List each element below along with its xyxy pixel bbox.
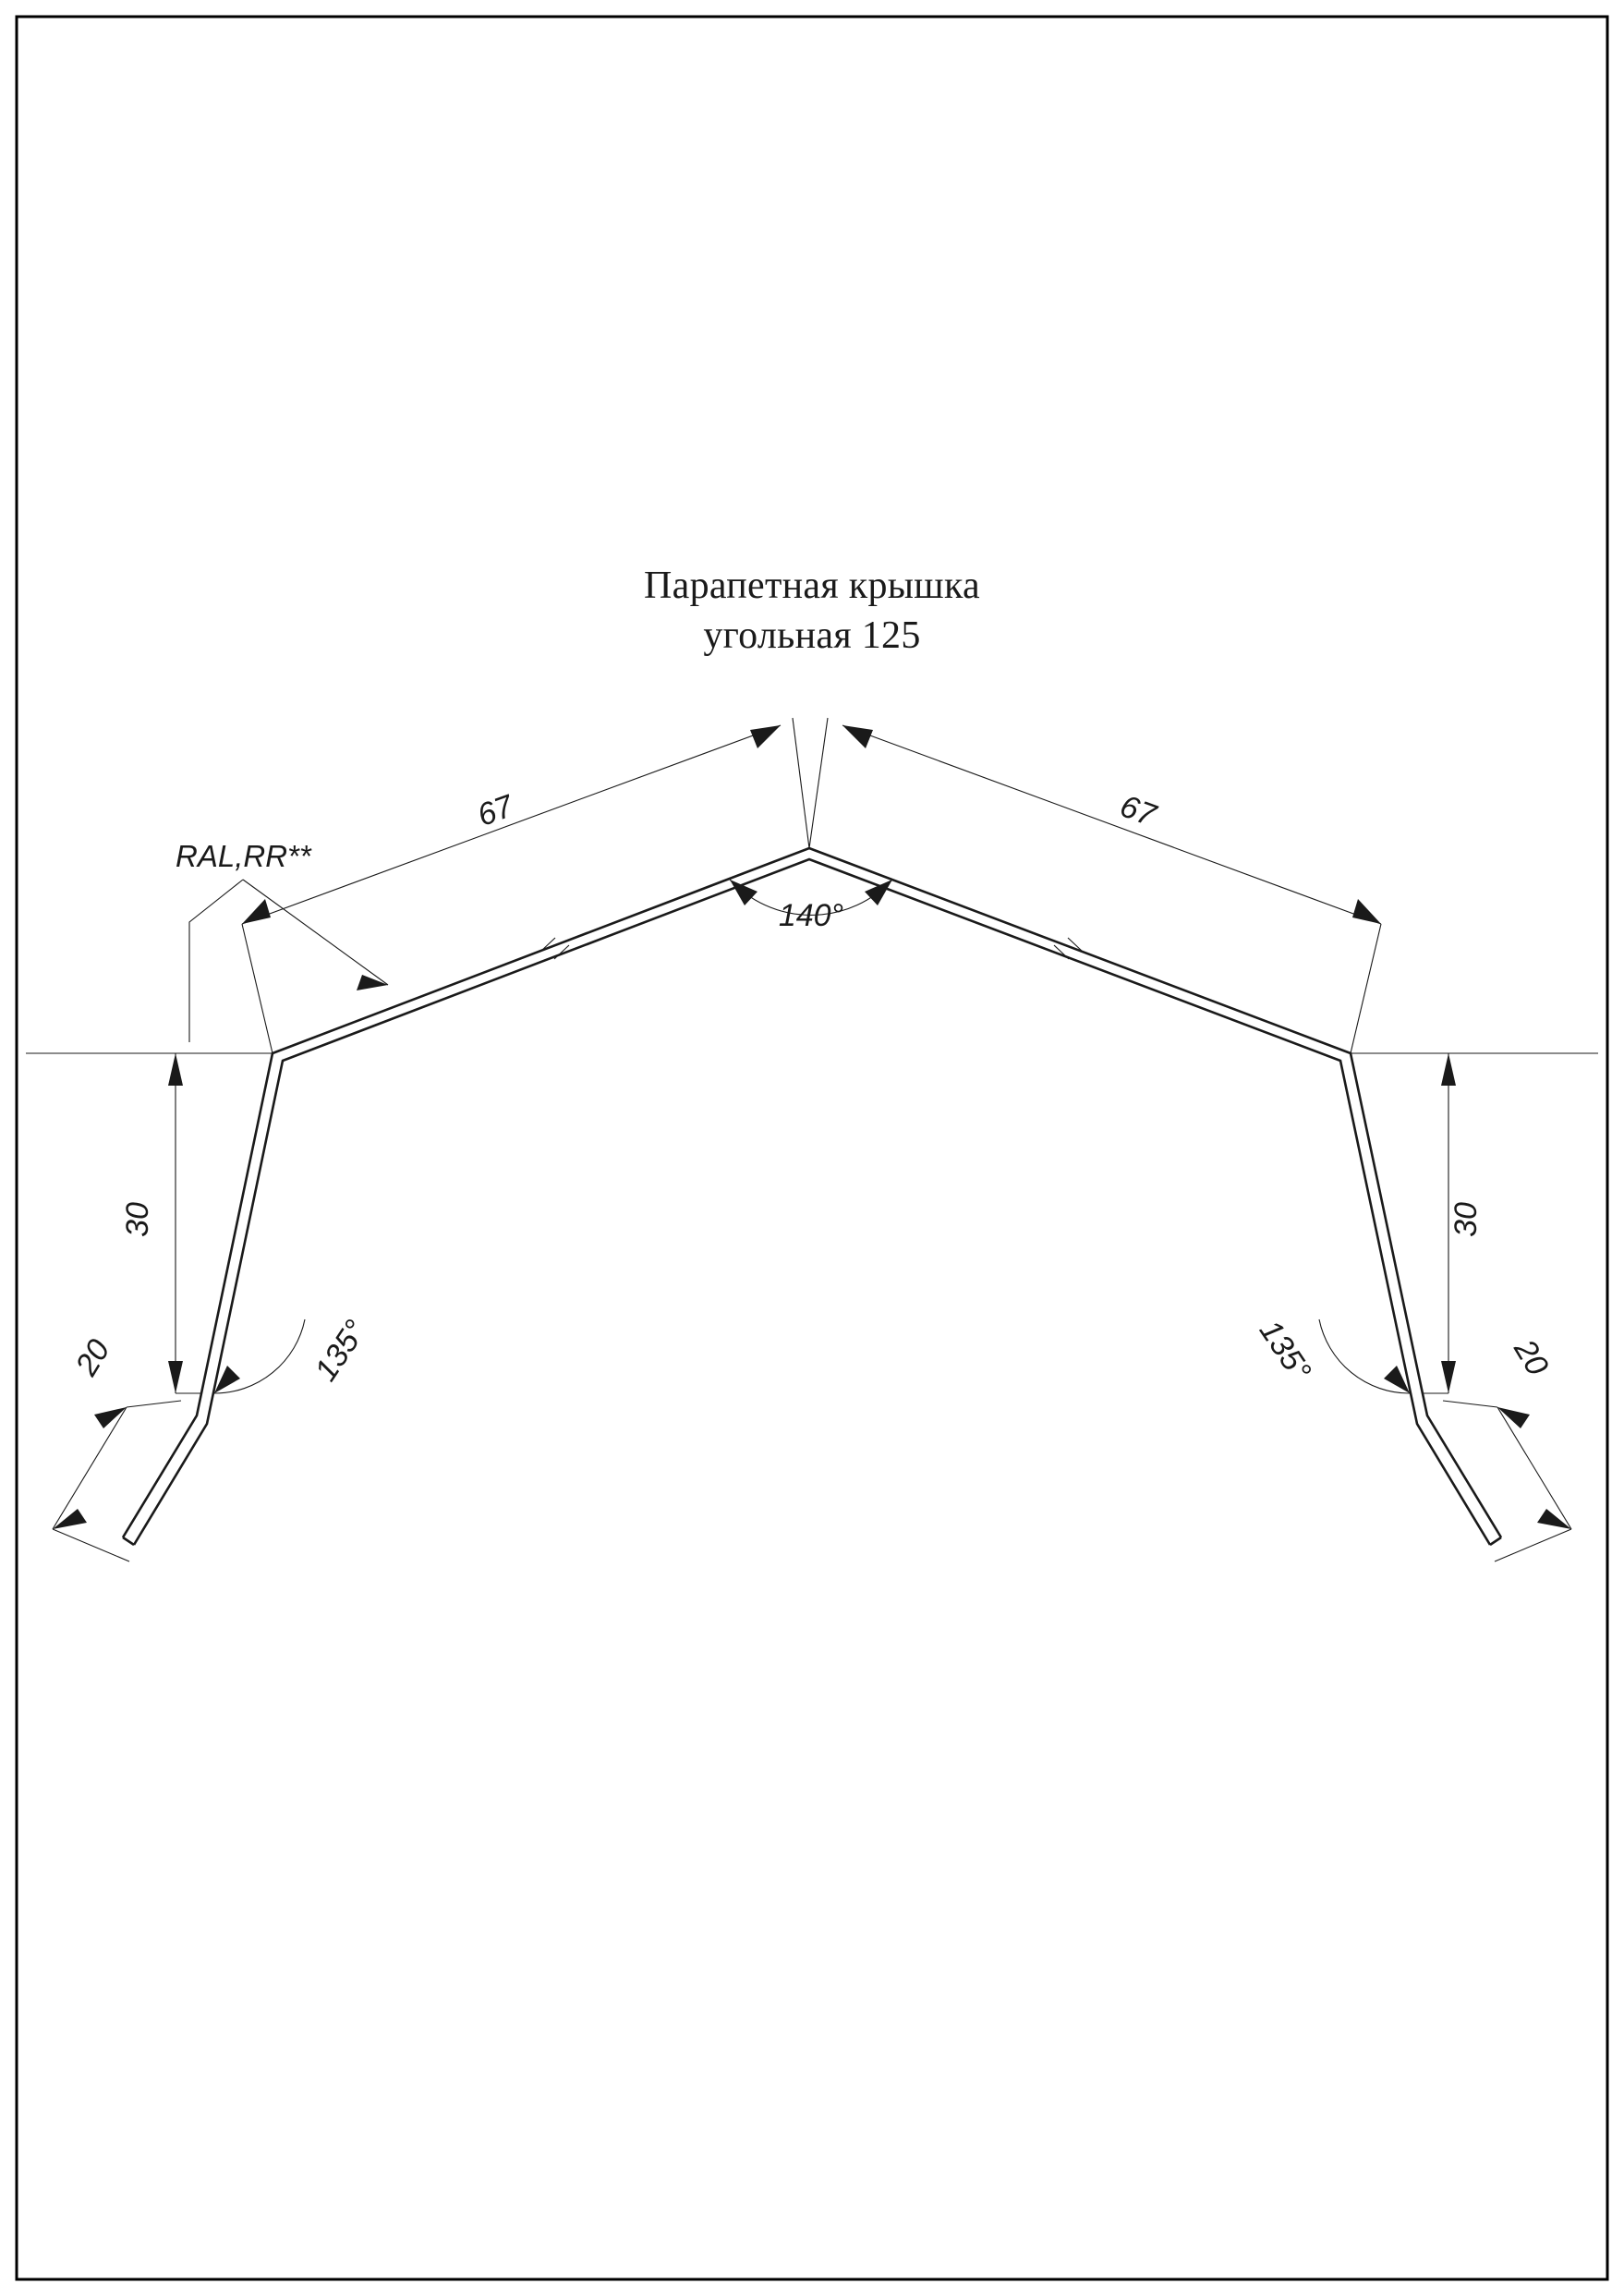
coating-label: RAL,RR** bbox=[176, 839, 311, 873]
profile-outer-line bbox=[123, 848, 1501, 1537]
dim-left-vertical-label: 30 bbox=[120, 1202, 155, 1237]
right-20-dimension-line bbox=[1497, 1407, 1571, 1529]
drawing-title bbox=[0, 562, 1624, 662]
dim-left-drip-label: 20 bbox=[68, 1333, 117, 1382]
dim-top-right-label: 67 bbox=[1115, 788, 1161, 833]
dim-right-drip-label: 20 bbox=[1507, 1333, 1556, 1382]
left-67-dimension-line bbox=[242, 725, 781, 924]
left-67-arrow-inner bbox=[242, 899, 271, 924]
right-end-cap bbox=[1490, 1537, 1501, 1545]
coating-leader-line bbox=[243, 880, 388, 985]
angle-left-label: 135° bbox=[308, 1314, 374, 1388]
right-30-arrow-top bbox=[1441, 1053, 1456, 1086]
drawing-title-line2: угольная 125 bbox=[703, 613, 921, 657]
dim-top-left-label: 67 bbox=[472, 788, 518, 833]
right-30-arrow-bottom bbox=[1441, 1361, 1456, 1393]
right-20-arrow-top bbox=[1497, 1407, 1530, 1428]
right-67-dimension-line bbox=[842, 725, 1381, 924]
right-20-arrow-bottom bbox=[1537, 1509, 1571, 1529]
dim-right-vertical-label: 30 bbox=[1448, 1202, 1484, 1237]
drawing-title-line1: Парапетная крышка bbox=[644, 565, 980, 607]
left-20-dimension-line bbox=[53, 1407, 127, 1529]
sheet-border bbox=[17, 17, 1607, 2279]
right-20-ext-top bbox=[1443, 1401, 1497, 1407]
angle-right-label: 135° bbox=[1252, 1314, 1318, 1388]
left-bend-extension-up bbox=[242, 924, 273, 1053]
left-20-arrow-bottom bbox=[53, 1509, 87, 1529]
left-fold-tick-1 bbox=[540, 938, 555, 952]
left-20-ext-bottom bbox=[53, 1529, 129, 1561]
left-20-ext-top bbox=[127, 1401, 181, 1407]
coating-leader-arrow bbox=[357, 975, 388, 990]
apex-extension-up-right bbox=[809, 718, 828, 848]
right-bend-extension-up bbox=[1351, 924, 1381, 1053]
right-67-arrow-inner bbox=[1352, 899, 1381, 924]
angle-apex-label: 140° bbox=[778, 898, 844, 933]
profile-inner-line bbox=[134, 859, 1490, 1545]
right-67-arrow-outer bbox=[842, 725, 873, 748]
apex-angle-arrow-right bbox=[865, 880, 892, 905]
left-30-arrow-top bbox=[168, 1053, 183, 1086]
coating-leader-bracket bbox=[189, 880, 243, 1042]
left-30-arrow-bottom bbox=[168, 1361, 183, 1393]
left-end-cap bbox=[123, 1537, 134, 1545]
apex-extension-up-left bbox=[793, 718, 809, 848]
right-20-ext-bottom bbox=[1495, 1529, 1571, 1561]
left-67-arrow-outer bbox=[750, 725, 781, 748]
left-20-arrow-top bbox=[94, 1407, 127, 1428]
